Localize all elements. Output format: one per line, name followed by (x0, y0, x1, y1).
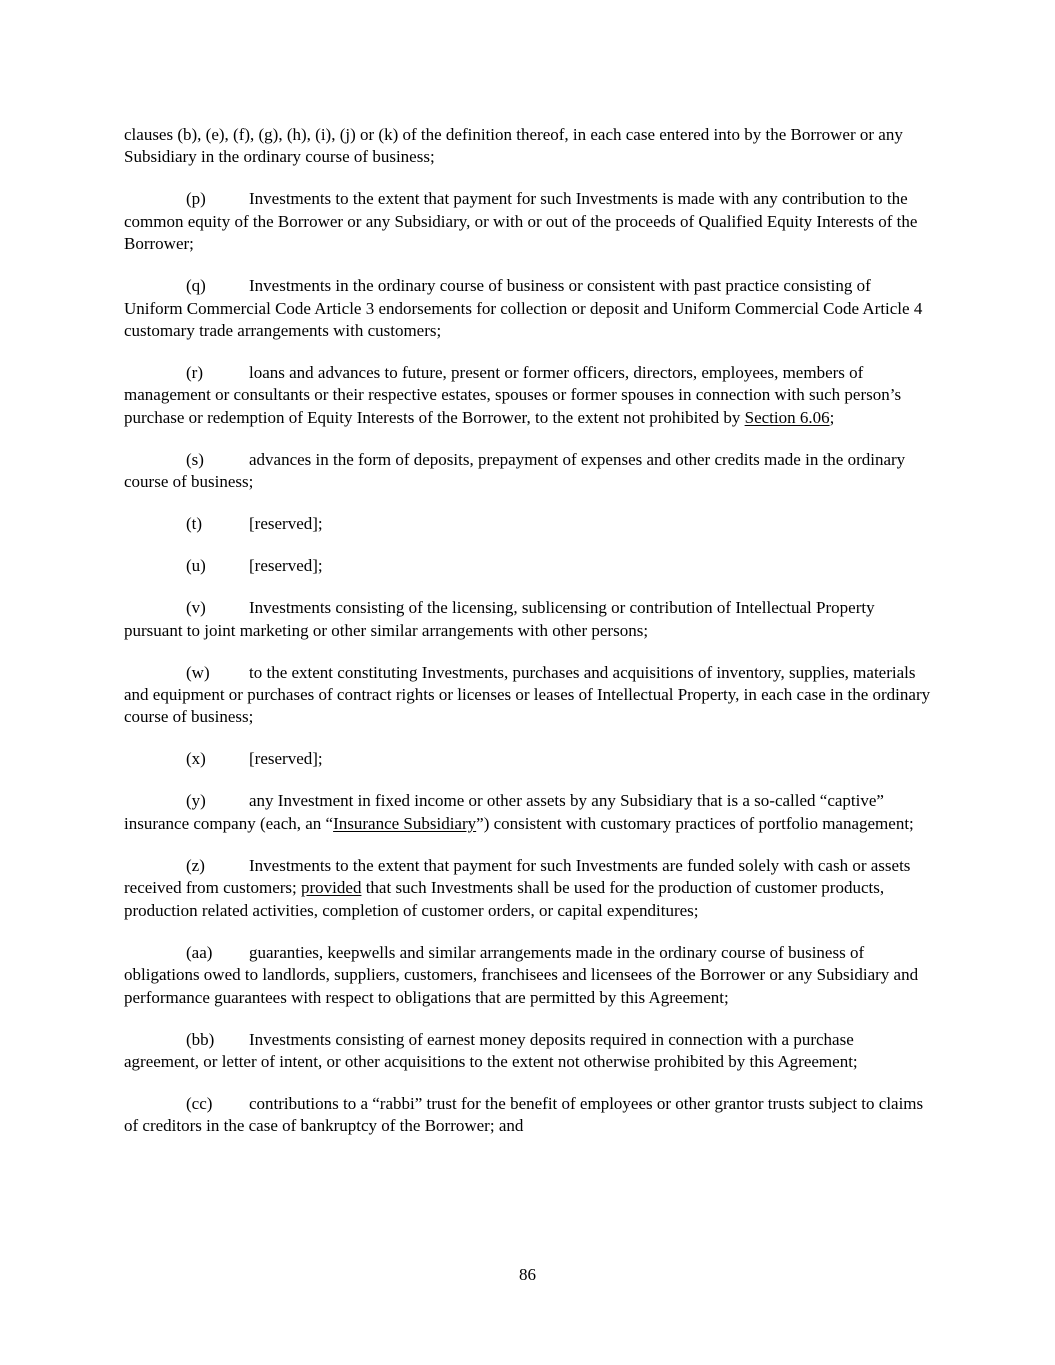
clause-label: (u) (186, 556, 206, 576)
text-run: [reserved]; (249, 514, 323, 534)
clause-label: (v) (186, 598, 206, 618)
clause-q (124, 275, 932, 342)
text-run: Investments consisting of the licensing, sublicensing or contribution of Intellectual Property pursuant to joint marketing or other similar arrangements with other persons; (124, 598, 875, 640)
clause-w (124, 662, 932, 729)
clause-label: (cc) (186, 1093, 213, 1113)
clause-cc (124, 1093, 932, 1138)
clause-bb (124, 1029, 932, 1074)
clause-v (124, 597, 932, 642)
clause-label: (r) (186, 363, 203, 383)
text-run: guaranties, keepwells and similar arrangements made in the ordinary course of business of obligations owed to landlords, suppliers, customers, franchisees and licensees of the Borrower or any Subsidiary and performance guarantees with respect to obligations that are permitted by this Agreement; (124, 942, 919, 1007)
text-run: advances in the form of deposits, prepayment of expenses and other credits made in the ordinary course of business; (124, 449, 906, 492)
clause-label: (x) (186, 749, 206, 769)
text-run: [reserved]; (249, 556, 323, 576)
text-run: Investments to the extent that payment for such Investments is made with any contribution to the common equity of the Borrower or any Subsidiary, or with or out of the proceeds of Qualified Equity Interests of the Borrower; (124, 189, 918, 254)
clause-label: (t) (186, 514, 203, 534)
text-run: Investments to the extent that payment for such Investments are funded solely with cash or assets received from customers; (124, 855, 911, 898)
text-run: Investments in the ordinary course of business or consistent with past practice consisting of Uniform Commercial Code Article 3 endorsements for collection or deposit and Uniform Commercial Code Article 4 customary trade arrangements with customers; (124, 276, 923, 341)
clause-label: (z) (186, 855, 205, 875)
clause-s (124, 449, 932, 494)
clause-y (124, 790, 932, 835)
underlined-term: Section 6.06 (744, 407, 830, 427)
text-run: contributions to a “rabbi” trust for the benefit of employees or other grantor trusts subject to claims of creditors in the case of bankruptcy of the Borrower; and (124, 1093, 924, 1136)
clause-z (124, 855, 932, 922)
text-run: loans and advances to future, present or former officers, directors, employees, members of management or consultants or their respective estates, spouses or former spouses in connection with such person’s purchase or redemption of Equity Interests of the Borrower, to the extent not prohibited by (124, 363, 902, 427)
text-run: ”) consistent with customary practices of portfolio management; (476, 813, 914, 833)
clause-aa (124, 942, 932, 1009)
paragraph-continuation (124, 124, 932, 169)
clause-u (124, 555, 932, 577)
clause-p (124, 188, 932, 255)
clause-label: (aa) (186, 942, 213, 962)
page-number: 86 (519, 1265, 536, 1284)
clause-label: (bb) (186, 1029, 215, 1049)
text-run: that such Investments shall be used for the production of customer products, production related activities, completion of customer orders, or capital expenditures; (124, 878, 885, 920)
clause-label: (q) (186, 276, 206, 296)
clause-label: (p) (186, 189, 206, 209)
text-run: ; (829, 407, 835, 427)
text-run: clauses (b), (e), (f), (g), (h), (i), (j) or (k) of the definition thereof, in each case entered into by the Borrower or any Subsidiary in the ordinary course of business; (124, 125, 903, 167)
clause-r (124, 362, 932, 429)
document-body (124, 124, 932, 1157)
clause-label: (s) (186, 449, 204, 469)
underlined-term: Insurance Subsidiary (333, 813, 477, 833)
clause-x (124, 748, 932, 770)
underlined-term: provided (301, 878, 362, 898)
clause-t (124, 513, 932, 535)
text-run: Investments consisting of earnest money deposits required in connection with a purchase agreement, or letter of intent, or other acquisitions to the extent not otherwise prohibited by this Agreement; (124, 1029, 858, 1071)
text-run: [reserved]; (249, 749, 323, 769)
clause-label: (w) (186, 662, 210, 682)
text-run: any Investment in fixed income or other assets by any Subsidiary that is a so-called “captive” insurance company (each, an “ (124, 791, 884, 833)
text-run: to the extent constituting Investments, purchases and acquisitions of inventory, supplies, materials and equipment or purchases of contract rights or licenses or leases of Intellectual Property, in each case in the ordinary course of business; (124, 662, 931, 727)
clause-label: (y) (186, 791, 206, 811)
